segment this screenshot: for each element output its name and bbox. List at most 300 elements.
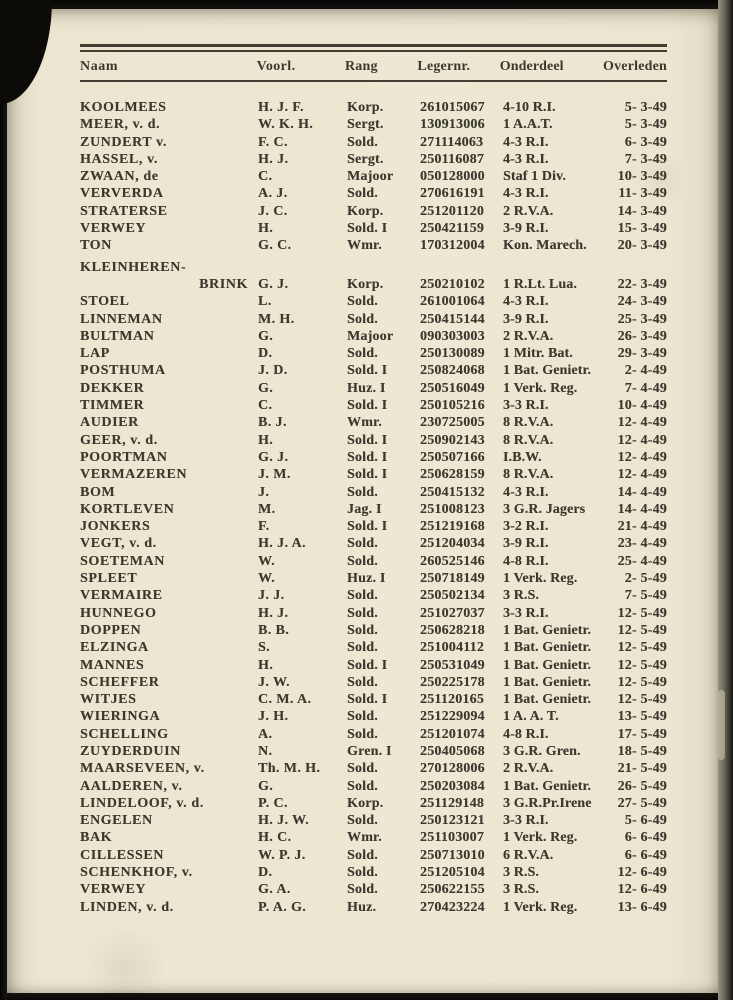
table-row [80, 760, 667, 777]
cell-rang: Sold. [347, 847, 378, 863]
cell-overleden: 22- 3-49 [617, 276, 667, 292]
cell-naam: VERMAZEREN [80, 467, 188, 483]
cell-overleden: 24- 3-49 [617, 294, 667, 310]
cell-naam: VERWEY [80, 882, 147, 898]
table-row [80, 259, 667, 276]
table-row [80, 691, 667, 708]
cell-naam-wrapped: KLEINHEREN- [80, 259, 187, 275]
cell-onderdeel: 3-2 R.I. [503, 519, 549, 535]
table-row [80, 151, 667, 168]
cell-legernr: 250405068 [420, 743, 485, 759]
cell-legernr: 271114063 [420, 134, 484, 150]
table-row [80, 570, 667, 587]
cell-rang: Sold. I [347, 449, 388, 465]
cell-rang: Sold. [347, 882, 378, 898]
cell-legernr: 250130089 [420, 346, 485, 362]
cell-legernr: 250415132 [420, 484, 485, 500]
table-row [80, 778, 667, 795]
cell-overleden: 6- 6-49 [624, 847, 667, 863]
cell-onderdeel: 8 R.V.A. [503, 432, 554, 448]
cell-legernr: 250225178 [420, 674, 485, 690]
column-header-naam: Naam [80, 59, 119, 74]
cell-naam: DEKKER [80, 380, 145, 396]
cell-naam: AALDEREN, v. [80, 778, 183, 794]
cell-voorl: J. [258, 484, 270, 500]
cell-naam: KORTLEVEN [80, 501, 175, 517]
cell-rang: Sold. [347, 605, 378, 621]
cell-voorl: H. J. W. [258, 813, 310, 829]
paper-sheet [6, 9, 719, 994]
cell-onderdeel: I.B.W. [503, 449, 542, 465]
cell-overleden: 15- 3-49 [617, 221, 667, 237]
table-row [80, 708, 667, 725]
cell-voorl: M. H. [258, 311, 295, 327]
cell-legernr: 250531049 [420, 657, 485, 673]
cell-naam: WIERINGA [80, 709, 161, 725]
table-row [80, 881, 667, 898]
table-row [80, 726, 667, 743]
cell-overleden: 6- 6-49 [624, 830, 667, 846]
table-row [80, 899, 667, 916]
cell-rang: Sold. I [347, 692, 388, 708]
table-row [80, 362, 667, 379]
cell-overleden: 20- 3-49 [617, 238, 667, 254]
cell-onderdeel: 6 R.V.A. [503, 847, 554, 863]
cell-onderdeel: 3 G.R. Jagers [503, 501, 586, 517]
cell-naam: VEGT, v. d. [80, 536, 157, 552]
cell-legernr: 250628218 [420, 622, 485, 638]
table-header-row [80, 59, 667, 75]
cell-onderdeel: 3 G.R.Pr.Irene [503, 795, 592, 811]
cell-naam: POSTHUMA [80, 363, 166, 379]
cell-overleden: 13- 5-49 [617, 709, 667, 725]
cell-overleden: 5- 6-49 [624, 813, 667, 829]
cell-overleden: 6- 3-49 [624, 134, 667, 150]
cell-rang: Sold. [347, 622, 378, 638]
cell-legernr: 251129148 [420, 795, 485, 811]
cell-voorl: H. J. F. [258, 100, 304, 115]
cell-legernr: 250507166 [420, 449, 485, 465]
cell-onderdeel: 4-3 R.I. [503, 151, 549, 167]
cell-rang: Sergt. [347, 151, 384, 167]
cell-naam: ZUNDERT v. [80, 134, 167, 150]
cell-onderdeel: 4-3 R.I. [503, 484, 549, 500]
cell-voorl: G. A. [258, 882, 291, 898]
cell-onderdeel: 4-10 R.I. [503, 100, 556, 115]
cell-voorl: C. M. A. [258, 692, 312, 708]
cell-onderdeel: 1 Verk. Reg. [503, 380, 578, 396]
cell-rang: Sold. [347, 865, 378, 881]
cell-rang: Sold. [347, 311, 378, 327]
column-header-voorl: Voorl. [256, 59, 296, 74]
cell-onderdeel: 1 A.A.T. [503, 117, 553, 133]
cell-overleden: 12- 4-49 [617, 449, 667, 465]
cell-overleden: 14- 4-49 [617, 484, 667, 500]
cell-overleden: 7- 5-49 [624, 588, 667, 604]
cell-overleden: 29- 3-49 [617, 346, 667, 362]
cell-onderdeel: 4-8 R.I. [503, 553, 549, 569]
cell-naam: LINNEMAN [80, 311, 163, 327]
table-row [80, 743, 667, 760]
cell-legernr: 270128006 [420, 761, 485, 777]
cell-legernr: 090303003 [420, 328, 485, 344]
table-row [80, 99, 667, 116]
cell-naam: DOPPEN [80, 622, 142, 638]
cell-overleden: 12- 4-49 [617, 467, 667, 483]
cell-rang: Sold. [347, 813, 378, 829]
cell-overleden: 14- 4-49 [617, 501, 667, 517]
cell-rang: Korp. [347, 203, 384, 219]
column-header-rang: Rang [344, 59, 378, 74]
cell-overleden: 12- 4-49 [617, 432, 667, 448]
cell-naam: TON [80, 238, 112, 254]
cell-legernr: 251008123 [420, 501, 485, 517]
cell-overleden: 7- 4-49 [624, 380, 667, 396]
cell-voorl: G. J. [258, 276, 289, 292]
cell-onderdeel: 1 A. A. T. [503, 709, 559, 725]
cell-onderdeel: 1 Verk. Reg. [503, 899, 578, 915]
cell-rang: Sold. [347, 553, 378, 569]
cell-overleden: 12- 5-49 [617, 640, 667, 656]
cell-onderdeel: 2 R.V.A. [503, 328, 554, 344]
cell-rang: Sold. [347, 726, 378, 742]
cell-legernr: 170312004 [420, 238, 485, 254]
cell-overleden: 7- 3-49 [624, 151, 667, 167]
cell-overleden: 12- 5-49 [617, 674, 667, 690]
scan-edge-left [0, 0, 7, 1000]
cell-legernr: 251120165 [420, 692, 485, 708]
cell-rang: Huz. I [347, 571, 386, 587]
cell-onderdeel: 1 Bat. Genietr. [503, 640, 592, 656]
cell-naam: HASSEL, v. [80, 151, 158, 167]
cell-onderdeel: 1 Verk. Reg. [503, 830, 578, 846]
table-row [80, 185, 667, 202]
cell-overleden: 21- 4-49 [617, 519, 667, 535]
cell-overleden: 5- 3-49 [624, 100, 667, 115]
cell-rang: Wmr. [347, 415, 382, 431]
cell-rang: Sold. I [347, 657, 388, 673]
cell-naam: GEER, v. d. [80, 432, 158, 448]
cell-naam: ELZINGA [80, 640, 149, 656]
cell-voorl: H. [258, 432, 274, 448]
scan-edge-top [0, 0, 733, 9]
cell-naam: SCHEFFER [80, 674, 160, 690]
cell-naam: SCHELLING [80, 726, 169, 742]
table-row [80, 847, 667, 864]
table-row [80, 484, 667, 501]
cell-legernr: 261015067 [420, 100, 485, 115]
table-row [80, 311, 667, 328]
cell-legernr: 250718149 [420, 571, 485, 587]
cell-overleden: 27- 5-49 [617, 795, 667, 811]
cell-onderdeel: 8 R.V.A. [503, 415, 554, 431]
cell-legernr: 250502134 [420, 588, 485, 604]
cell-legernr: 270616191 [420, 186, 485, 202]
cell-onderdeel: 3-9 R.I. [503, 221, 549, 237]
cell-voorl: H. J. [258, 605, 289, 621]
cell-onderdeel: 4-3 R.I. [503, 186, 549, 202]
cell-naam: CILLESSEN [80, 847, 164, 863]
cell-voorl: G. [258, 380, 274, 396]
cell-onderdeel: 3 G.R. Gren. [503, 743, 581, 759]
cell-voorl: H. [258, 657, 274, 673]
table-row [80, 622, 667, 639]
cell-rang: Sold. I [347, 432, 388, 448]
cell-onderdeel: Staf 1 Div. [503, 169, 566, 185]
scan-edge-bottom [0, 993, 733, 1000]
cell-onderdeel: 1 Bat. Genietr. [503, 363, 592, 379]
column-header-legernr: Legernr. [417, 59, 471, 74]
cell-legernr: 250628159 [420, 467, 485, 483]
cell-onderdeel: Kon. Marech. [503, 238, 587, 254]
cell-legernr: 270423224 [420, 899, 485, 915]
cell-naam: LINDELOOF, v. d. [80, 795, 204, 811]
table-row [80, 864, 667, 881]
cell-overleden: 2- 4-49 [624, 363, 667, 379]
cell-naam: HUNNEGO [80, 605, 157, 621]
cell-overleden: 12- 6-49 [617, 865, 667, 881]
cell-voorl: B. J. [258, 415, 287, 431]
cell-overleden: 12- 4-49 [617, 415, 667, 431]
cell-legernr: 251219168 [420, 519, 485, 535]
cell-naam: KOOLMEES [80, 100, 167, 115]
cell-naam: BOM [80, 484, 116, 500]
cell-naam: AUDIER [80, 415, 139, 431]
cell-naam: POORTMAN [80, 449, 168, 465]
cell-legernr: 250105216 [420, 398, 485, 414]
table-row [80, 397, 667, 414]
table-row [80, 812, 667, 829]
cell-naam: MANNES [80, 657, 145, 673]
cell-legernr: 250415144 [420, 311, 485, 327]
cell-legernr: 250622155 [420, 882, 485, 898]
cell-overleden: 12- 5-49 [617, 605, 667, 621]
cell-overleden: 18- 5-49 [617, 743, 667, 759]
cell-voorl: C. [258, 169, 273, 185]
cell-onderdeel: 4-3 R.I. [503, 294, 549, 310]
cell-rang: Sold. I [347, 467, 388, 483]
cell-rang: Sold. [347, 640, 378, 656]
cell-legernr: 251229094 [420, 709, 485, 725]
table-row [80, 605, 667, 622]
cell-voorl: H. J. [258, 151, 289, 167]
cell-onderdeel: 3-3 R.I. [503, 813, 549, 829]
cell-voorl: F. C. [258, 134, 288, 150]
cell-overleden: 26- 5-49 [617, 778, 667, 794]
cell-overleden: 21- 5-49 [617, 761, 667, 777]
cell-rang: Sold. [347, 484, 378, 500]
cell-naam: LAP [80, 346, 110, 362]
cell-voorl: B. B. [258, 622, 290, 638]
cell-naam: ENGELEN [80, 813, 153, 829]
cell-onderdeel: 8 R.V.A. [503, 467, 554, 483]
cell-overleden: 25- 3-49 [617, 311, 667, 327]
cell-legernr: 250713010 [420, 847, 485, 863]
cell-naam: VERWEY [80, 221, 147, 237]
table-row [80, 432, 667, 449]
table-row [80, 116, 667, 133]
cell-legernr: 250421159 [420, 221, 485, 237]
cell-overleden: 2- 5-49 [624, 571, 667, 587]
table-row [80, 380, 667, 397]
cell-voorl: H. J. A. [258, 536, 306, 552]
cell-rang: Majoor [347, 169, 394, 185]
cell-naam: JONKERS [80, 519, 151, 535]
cell-onderdeel: 4-8 R.I. [503, 726, 549, 742]
table-row [80, 328, 667, 345]
cell-rang: Sold. [347, 536, 378, 552]
cell-legernr: 251201074 [420, 726, 485, 742]
cell-voorl: A. [258, 726, 273, 742]
cell-overleden: 17- 5-49 [617, 726, 667, 742]
column-header-overleden: Overleden [602, 59, 667, 74]
cell-voorl: G. C. [258, 238, 292, 254]
page-curl-highlight [718, 690, 725, 760]
column-header-onderdeel: Onderdeel [499, 59, 564, 74]
cell-voorl: G. [258, 778, 274, 794]
cell-voorl: J. C. [258, 203, 288, 219]
cell-rang: Sold. [347, 778, 378, 794]
cell-rang: Sold. [347, 294, 378, 310]
cell-voorl: P. A. G. [258, 899, 307, 915]
cell-onderdeel: 2 R.V.A. [503, 761, 554, 777]
cell-voorl: J. M. [258, 467, 291, 483]
cell-naam: WITJES [80, 692, 137, 708]
cell-legernr: 251103007 [420, 830, 485, 846]
table-row [80, 134, 667, 151]
cell-naam: ZUYDERDUIN [80, 743, 181, 759]
cell-voorl: J. D. [258, 363, 288, 379]
cell-legernr: 250824068 [420, 363, 485, 379]
cell-overleden: 13- 6-49 [617, 899, 667, 915]
table-row [80, 449, 667, 466]
cell-legernr: 251027037 [420, 605, 485, 621]
cell-legernr: 050128000 [420, 169, 485, 185]
cell-voorl: N. [258, 743, 273, 759]
cell-rang: Sold. I [347, 519, 388, 535]
cell-rang: Sold. I [347, 363, 388, 379]
cell-legernr: 260525146 [420, 553, 485, 569]
cell-voorl: C. [258, 398, 273, 414]
cell-rang: Wmr. [347, 830, 382, 846]
cell-voorl: G. J. [258, 449, 289, 465]
cell-rang: Korp. [347, 100, 384, 115]
cell-legernr: 251004112 [420, 640, 485, 656]
cell-naam: BAK [80, 830, 113, 846]
cell-rang: Sold. [347, 346, 378, 362]
cell-onderdeel: 1 Mitr. Bat. [503, 346, 573, 362]
cell-legernr: 250123121 [420, 813, 485, 829]
cell-rang: Sergt. [347, 117, 384, 133]
table-row [80, 587, 667, 604]
cell-legernr: 251205104 [420, 865, 485, 881]
cell-voorl: S. [258, 640, 271, 656]
cell-voorl: D. [258, 865, 273, 881]
cell-naam: BRINK [199, 276, 248, 292]
cell-naam: STRATERSE [80, 203, 168, 219]
cell-voorl: W. [258, 553, 276, 569]
cell-naam: MAARSEVEEN, v. [80, 761, 205, 777]
cell-rang: Wmr. [347, 238, 382, 254]
cell-naam: BULTMAN [80, 328, 155, 344]
cell-overleden: 5- 3-49 [624, 117, 667, 133]
cell-voorl: Th. M. H. [258, 761, 321, 777]
cell-voorl: J. W. [258, 674, 290, 690]
table-row [80, 674, 667, 691]
cell-rang: Sold. [347, 134, 378, 150]
cell-voorl: L. [258, 294, 272, 310]
cell-naam: STOEL [80, 294, 130, 310]
table-row [80, 220, 667, 237]
cell-rang: Jag. I [347, 501, 382, 517]
cell-onderdeel: 1 Verk. Reg. [503, 571, 578, 587]
cell-voorl: W. P. J. [258, 847, 306, 863]
table-row [80, 553, 667, 570]
cell-voorl: F. [258, 519, 270, 535]
table-row [80, 203, 667, 220]
table-row [80, 501, 667, 518]
cell-rang: Sold. [347, 761, 378, 777]
cell-naam: MEER, v. d. [80, 117, 161, 133]
cell-naam: VERMAIRE [80, 588, 163, 604]
table-row [80, 293, 667, 310]
table-header-rule [80, 80, 667, 82]
cell-rang: Huz. I [347, 380, 386, 396]
cell-onderdeel: 3-9 R.I. [503, 536, 549, 552]
cell-voorl: H. C. [258, 830, 292, 846]
cell-onderdeel: 1 Bat. Genietr. [503, 622, 592, 638]
cell-onderdeel: 3 R.S. [503, 882, 539, 898]
cell-rang: Korp. [347, 276, 384, 292]
cell-voorl: D. [258, 346, 273, 362]
cell-overleden: 12- 6-49 [617, 882, 667, 898]
cell-naam: SPLEET [80, 571, 138, 587]
cell-voorl: W. K. H. [258, 117, 314, 133]
cell-legernr: 250210102 [420, 276, 485, 292]
cell-rang: Huz. [347, 899, 377, 915]
cell-legernr: 230725005 [420, 415, 485, 431]
table-row [80, 414, 667, 431]
cell-voorl: H. [258, 221, 274, 237]
cell-rang: Korp. [347, 795, 384, 811]
table-row [80, 466, 667, 483]
cell-rang: Sold. I [347, 398, 388, 414]
cell-rang: Sold. [347, 588, 378, 604]
table-row [80, 276, 667, 293]
cell-naam: SOETEMAN [80, 553, 165, 569]
cell-onderdeel: 3-3 R.I. [503, 605, 549, 621]
cell-overleden: 11- 3-49 [618, 186, 667, 202]
table-row [80, 518, 667, 535]
cell-legernr: 261001064 [420, 294, 485, 310]
table-row [80, 345, 667, 362]
cell-rang: Sold. [347, 674, 378, 690]
table-row [80, 535, 667, 552]
cell-onderdeel: 1 R.Lt. Lua. [503, 276, 577, 292]
cell-onderdeel: 3 R.S. [503, 588, 539, 604]
table-row [80, 237, 667, 254]
cell-naam: LINDEN, v. d. [80, 899, 174, 915]
cell-voorl: G. [258, 328, 274, 344]
cell-overleden: 25- 4-49 [617, 553, 667, 569]
cell-onderdeel: 1 Bat. Genietr. [503, 778, 592, 794]
cell-overleden: 12- 5-49 [617, 692, 667, 708]
casualty-table [80, 44, 667, 916]
cell-naam: VERVERDA [80, 186, 164, 202]
cell-legernr: 250516049 [420, 380, 485, 396]
table-row [80, 657, 667, 674]
scan-edge-right [718, 0, 733, 1000]
